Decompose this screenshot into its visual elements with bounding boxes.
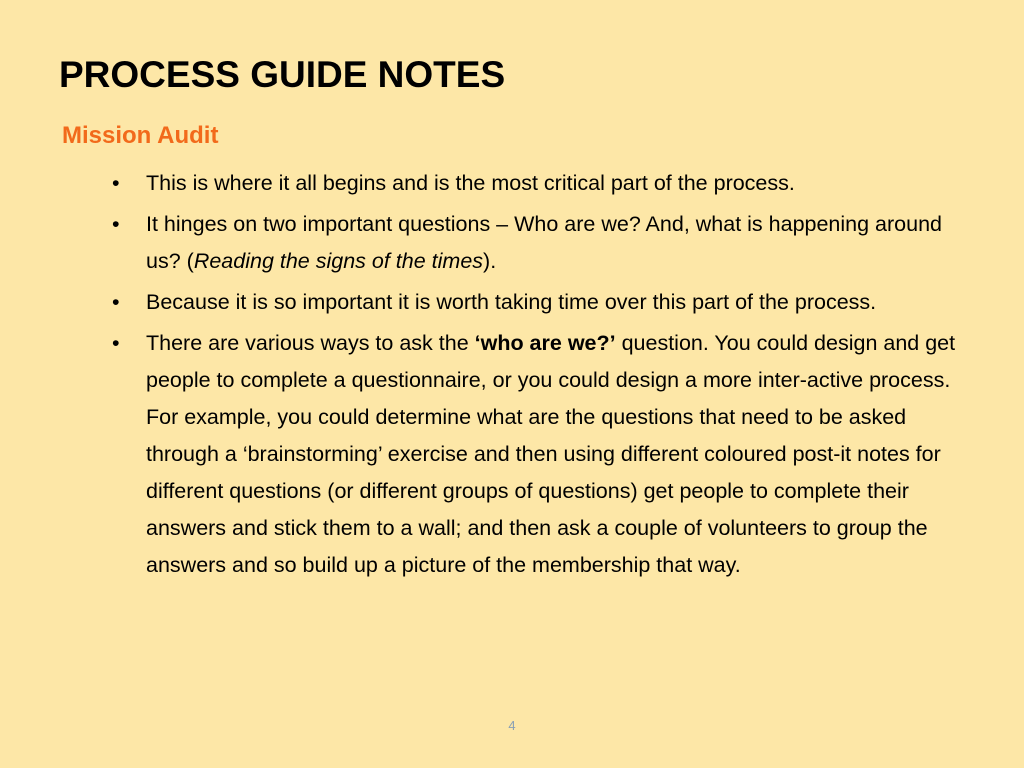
bullet-item: [112, 165, 974, 202]
slide-title: PROCESS GUIDE NOTES: [59, 54, 506, 95]
bullet-item: [112, 325, 974, 584]
bullet-text: [146, 325, 974, 584]
bullet-item: [112, 284, 974, 321]
page-number: 4: [508, 718, 516, 733]
bullet-bold-text: ‘who are we?’: [474, 331, 616, 355]
bullet-marker: •: [112, 212, 120, 236]
bullet-marker: •: [112, 290, 120, 314]
bullet-list: [112, 165, 974, 588]
bullet-marker: •: [112, 171, 120, 195]
bullet-item: [112, 206, 974, 280]
bullet-text: Because it is so important it is worth taking time over this part of the process.: [146, 290, 877, 314]
bullet-marker: •: [112, 331, 120, 355]
bullet-text: This is where it all begins and is the most critical part of the process.: [146, 171, 795, 195]
bullet-text-part: question. You could design and get people to complete a questionnaire, or you could design a more inter-active process. For example, you could determine what are the questions that need to be asked through a ‘brainstorming’ exercise and then using different coloured post-it notes for different questions (or different groups of questions) get people to complete their answers and stick them to a wall; and then ask a couple of volunteers to group the answers and so build up a picture of the membership that way.: [146, 331, 956, 577]
bullet-text-part: It hinges on two important questions – Who are we? And, what is happening around us? (: [146, 212, 943, 273]
bullet-text-part: ).: [483, 249, 497, 273]
section-heading: Mission Audit: [62, 122, 219, 149]
bullet-italic-text: Reading the signs of the times: [193, 249, 484, 273]
bullet-text-part: There are various ways to ask the: [146, 331, 475, 355]
bullet-text: [146, 206, 974, 280]
